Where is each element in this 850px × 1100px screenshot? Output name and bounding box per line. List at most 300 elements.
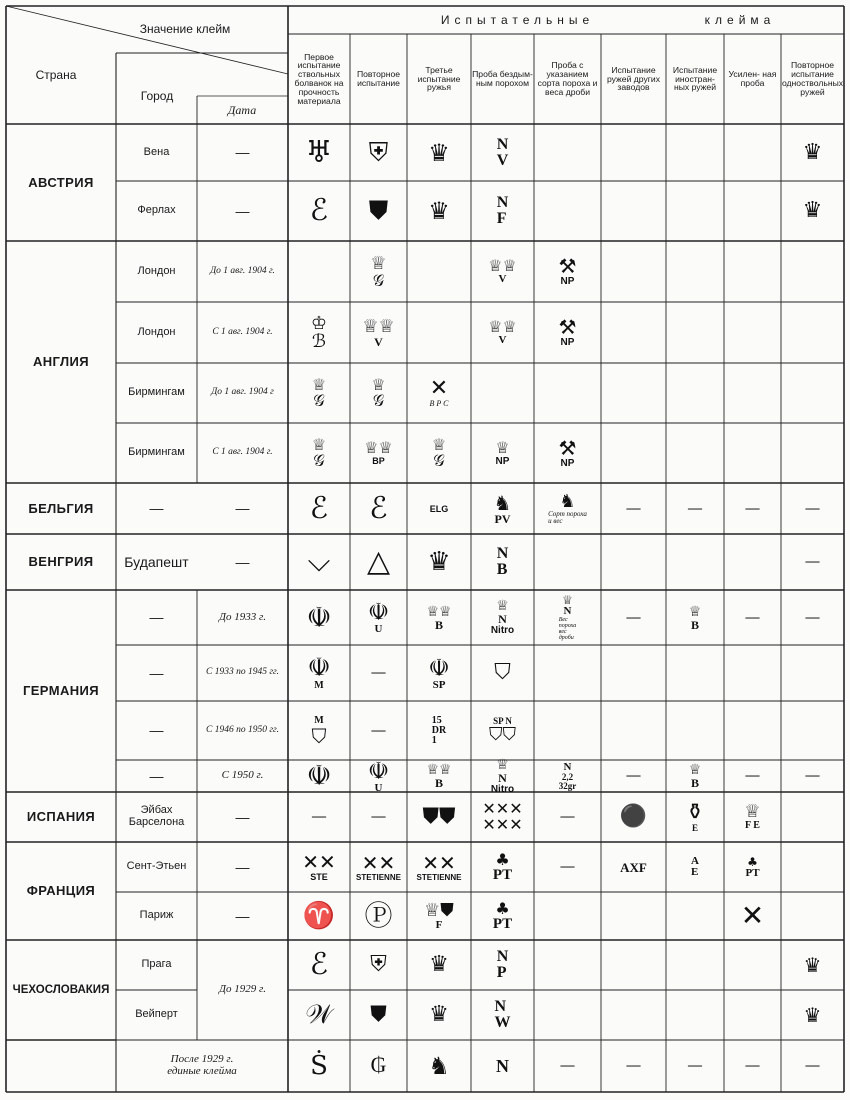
- mark-letter: BP: [372, 456, 385, 466]
- monogram-mark: [288, 483, 350, 534]
- date-cell: С 1950 г.: [221, 769, 264, 782]
- crown-mark: [471, 302, 534, 363]
- dash-mark: —: [745, 1058, 760, 1073]
- dash-mark: —: [688, 1058, 702, 1073]
- crossed-sceptres-mark: [407, 363, 471, 423]
- monogram-icon: 𝒢: [313, 451, 325, 470]
- monogram-icon: ℰ: [309, 947, 329, 982]
- crown-icon: ♕: [496, 598, 509, 614]
- crowned-eagle-icon: ♛: [802, 139, 823, 165]
- shield-icon: ⛉⛉: [489, 724, 516, 745]
- dash-mark: —: [805, 500, 820, 516]
- shield-mark: [471, 701, 534, 760]
- crown-mark: [666, 760, 724, 792]
- empty-mark-dash: [534, 1040, 601, 1092]
- crowned-eagle-icon: ♛: [428, 138, 450, 167]
- crowned-eagle-icon: ♛: [429, 952, 449, 977]
- crown-icon: ♔: [310, 312, 328, 334]
- mark-letter: STETIENNE: [416, 872, 462, 882]
- crossed-icon: ✕✕: [422, 850, 456, 875]
- crowned-eagle-icon: ♛: [803, 1003, 822, 1027]
- oval-letters: 15 DR 1: [431, 714, 447, 746]
- mark-letter: N: [496, 1056, 509, 1076]
- crown-mark: [407, 760, 471, 792]
- crossed-sceptres-icon: ✕: [429, 376, 449, 401]
- monogram-icon: ℰ: [369, 490, 388, 526]
- city-cell: —: [149, 722, 164, 739]
- header-country: Страна: [35, 67, 77, 82]
- eagle-icon: ☫: [306, 600, 332, 634]
- empty-mark-dash: [350, 645, 407, 701]
- crowned-eagle-icon: ♛: [802, 198, 823, 223]
- shield-mark: [288, 701, 350, 760]
- crown-mark: [471, 756, 534, 795]
- city-cell: Бирмингам: [128, 446, 185, 459]
- mark-letter: U: [374, 781, 383, 794]
- crossed-mark: [471, 792, 534, 842]
- column-header: Испытание иностран- ных ружей: [672, 64, 718, 93]
- column-header: Проба с указанием сорта пороха и веса дроби: [537, 60, 598, 97]
- empty-mark-dash: [781, 534, 844, 590]
- grenade-icon: ⚫: [619, 804, 648, 829]
- empty-mark-dash: [601, 590, 666, 645]
- oval-letters: A E: [691, 855, 699, 878]
- monogram-icon: 𝒢: [433, 451, 445, 470]
- empty-mark-dash: [666, 1040, 724, 1092]
- oval-mark: [666, 842, 724, 892]
- mark-letter: PT: [492, 866, 513, 883]
- crown-v-mark: [288, 534, 350, 590]
- crown-icon: ♕: [311, 375, 327, 394]
- monogram-icon: ℬ: [311, 330, 327, 352]
- empty-mark-dash: [666, 483, 724, 534]
- empty-mark-dash: [781, 1040, 844, 1092]
- triangle-mark: [350, 534, 407, 590]
- monogram-icon: ♅: [305, 134, 333, 170]
- eagle-mark: [781, 990, 844, 1040]
- oval-mark: [407, 701, 471, 760]
- crown-icon: ♕♕: [488, 256, 517, 275]
- crown-mark: [288, 302, 350, 363]
- arm-mark: [534, 423, 601, 483]
- dash-mark: —: [745, 500, 760, 516]
- empty-mark-dash: [534, 792, 601, 842]
- proof-mark: [471, 534, 534, 590]
- eagle-icon: ☫: [367, 598, 390, 626]
- oval-mark: [601, 842, 666, 892]
- dash-mark: —: [626, 1058, 641, 1073]
- city-cell: Будапешт: [124, 553, 189, 570]
- column-header: Повторное испытание: [356, 69, 401, 88]
- grenade-mark: [601, 792, 666, 842]
- shield-mark: [350, 124, 407, 181]
- city-cell: Эйбах Барселона: [128, 804, 185, 828]
- empty-mark-dash: [288, 792, 350, 842]
- mark-letter: B: [690, 617, 699, 632]
- column-header: Проба бездым- ным порохом: [472, 69, 533, 88]
- city-cell: Сент-Этьен: [126, 860, 187, 873]
- after-1929-label: После 1929 г. единые клейма: [167, 1053, 237, 1077]
- crown-mark: [724, 792, 781, 842]
- crossed-icon: ✕✕✕: [482, 815, 523, 834]
- country-name: БЕЛЬГИЯ: [28, 500, 94, 516]
- eagle-mark: [407, 124, 471, 181]
- shield-mark: [407, 792, 471, 842]
- dash-mark: —: [371, 722, 386, 738]
- mark-letter: N: [563, 605, 572, 617]
- mark-letter: F E: [745, 820, 760, 831]
- mark-letter: PT: [492, 915, 513, 932]
- eagle-mark: [288, 645, 350, 701]
- palm-mark: [471, 892, 534, 940]
- proof-letters: N V: [496, 135, 509, 169]
- crown-mark: [407, 590, 471, 645]
- empty-mark-dash: [601, 483, 666, 534]
- monogram-icon: ℰ: [309, 490, 329, 526]
- monogram-icon: 𝒢: [372, 391, 385, 410]
- mark-letter: V: [498, 273, 507, 285]
- crown-icon: ♕♕: [426, 762, 452, 778]
- lion-mark: [407, 1040, 471, 1092]
- empty-mark-dash: [781, 760, 844, 792]
- shield-mark: [350, 990, 407, 1040]
- city-cell: —: [149, 500, 164, 517]
- country-name: ГЕРМАНИЯ: [22, 683, 100, 699]
- crown-icon: ♕: [744, 801, 761, 822]
- dash-mark: —: [626, 768, 641, 783]
- date-cell: —: [235, 553, 250, 570]
- city-cell: —: [149, 767, 164, 784]
- header-date: Дата: [227, 102, 257, 117]
- mark-letter: 32gr: [558, 780, 577, 791]
- date-cell: До 1 авг. 1904 г: [211, 387, 274, 398]
- triangle-icon: △: [366, 544, 391, 579]
- crown-icon: ♕: [371, 375, 386, 394]
- lion-mark: [534, 483, 601, 534]
- mark-note: Сорт пороха и вес: [548, 509, 587, 525]
- shield-mark: [471, 1040, 534, 1092]
- dash-mark: —: [560, 809, 575, 824]
- dash-mark: —: [805, 609, 820, 625]
- city-cell: Лондон: [137, 325, 176, 338]
- crown-mark: [471, 590, 534, 645]
- crown-oval-mark: [407, 534, 471, 590]
- empty-mark-dash: [724, 483, 781, 534]
- shield-icon: ⛉: [494, 660, 511, 685]
- grenade-icon: ⚱: [685, 799, 705, 825]
- dash-mark: —: [745, 609, 760, 625]
- crossed-icon: ✕✕: [361, 850, 396, 875]
- city-cell: —: [149, 609, 164, 626]
- lion-icon: ♞: [428, 1052, 450, 1080]
- monogram-icon: ₲: [370, 1053, 387, 1078]
- dash-mark: —: [805, 554, 820, 569]
- eagle-mark: [407, 940, 471, 990]
- monogram-mark: [288, 124, 350, 181]
- date-cell: С 1946 по 1950 гг.: [206, 724, 279, 735]
- monogram-icon: ℰ: [309, 193, 329, 228]
- crowned-eagle-icon: ♛: [428, 197, 450, 225]
- shield-icon: ⛊⛊: [422, 804, 456, 829]
- empty-mark-dash: [601, 760, 666, 792]
- proof-mark: [471, 990, 534, 1040]
- mark-letter: B: [434, 617, 443, 632]
- city-cell: Ферлах: [137, 204, 176, 217]
- mark-letter: M: [314, 714, 324, 726]
- dash-mark: —: [560, 859, 575, 874]
- crown-mark: [350, 241, 407, 302]
- empty-mark-dash: [534, 842, 601, 892]
- crown-mark: [471, 423, 534, 483]
- shield-mark: [350, 940, 407, 990]
- dash-mark: —: [371, 809, 386, 824]
- crowned-eagle-icon: ♛: [429, 1002, 449, 1027]
- proof-letters: N F: [496, 194, 509, 227]
- eagle-mark: [288, 760, 350, 792]
- eagle-mark: [781, 181, 844, 241]
- monogram-mark: [350, 483, 407, 534]
- empty-mark-dash: [350, 792, 407, 842]
- eagle-mark: [407, 181, 471, 241]
- empty-mark-dash: [724, 760, 781, 792]
- empty-mark-dash: [724, 1040, 781, 1092]
- crown-mark: [666, 590, 724, 645]
- crown-icon: ♕: [688, 762, 702, 778]
- proof-mark: [471, 940, 534, 990]
- mark-letter: NP: [495, 455, 510, 467]
- crown-icon: ♕: [431, 435, 447, 454]
- grenade-mark: [666, 792, 724, 842]
- dash-mark: —: [312, 809, 326, 824]
- dash-mark: —: [626, 500, 641, 516]
- crossed-mark: [724, 842, 781, 892]
- dash-mark: —: [688, 500, 702, 516]
- empty-mark-dash: [350, 701, 407, 760]
- mark-letter: PV: [494, 511, 511, 526]
- oval-letters: AXF: [620, 859, 647, 875]
- shield-mark: [471, 645, 534, 701]
- dash-mark: —: [745, 768, 760, 783]
- crown-mark: [350, 302, 407, 363]
- date-cell: —: [235, 144, 250, 161]
- monogram-mark: [288, 940, 350, 990]
- mark-letter: 2,2: [561, 771, 574, 782]
- country-name: АВСТРИЯ: [28, 174, 94, 190]
- monogram-icon: 𝒢: [313, 391, 325, 410]
- mark-letter: SP N: [493, 716, 512, 726]
- dash-mark: —: [626, 609, 641, 625]
- crossed-icon: ✕✕: [302, 850, 336, 874]
- monogram-mark: [350, 1040, 407, 1092]
- lion-icon: ♞: [493, 490, 512, 515]
- city-cell: Прага: [141, 958, 172, 971]
- country-name: ИСПАНИЯ: [26, 809, 96, 825]
- proof-letters: N P: [496, 948, 509, 981]
- date-cell: С 1 авг. 1904 г.: [212, 326, 273, 337]
- crown-mark: [407, 423, 471, 483]
- crossed-icon: ✕✕✕: [482, 799, 523, 818]
- lion-icon: ♞: [559, 490, 576, 512]
- column-header: Третье испытание ружья: [417, 64, 461, 93]
- date-cell: С 1 авг. 1904 г.: [212, 447, 273, 458]
- shield-icon: ⛉: [311, 723, 327, 748]
- crown-icon: ♕: [495, 437, 510, 457]
- mark-letter: STE: [310, 872, 328, 882]
- dash-mark: —: [560, 1058, 575, 1073]
- mark-letter: U: [374, 623, 383, 635]
- proof-letters: N B: [496, 545, 509, 578]
- arm-mark: [534, 302, 601, 363]
- proof-letters: N W: [494, 998, 511, 1031]
- mark-letter: Nitro: [490, 783, 515, 795]
- date-cell: —: [235, 202, 250, 219]
- column-header: Усилен- ная проба: [728, 69, 777, 88]
- date-cell: —: [235, 500, 250, 517]
- crown-mark: [350, 423, 407, 483]
- city-cell: —: [149, 664, 164, 681]
- arm-sword-icon: ⚒: [558, 254, 577, 278]
- eagle-mark: [288, 590, 350, 645]
- arm-mark: [534, 241, 601, 302]
- monogram-icon: 𝒲: [305, 1000, 333, 1030]
- proof-mark: [471, 181, 534, 241]
- mark-letter: N: [498, 612, 507, 626]
- crown-icon: ♕: [311, 435, 327, 454]
- monogram-icon: Ṡ: [310, 1051, 328, 1081]
- eagle-mark: [781, 940, 844, 990]
- empty-mark-dash: [601, 1040, 666, 1092]
- column-header: Испытание ружей других заводов: [606, 64, 661, 93]
- crown-icon: ♕⛊: [424, 899, 454, 921]
- mark-letter: SP: [432, 678, 446, 691]
- crown-icon: ♕♕: [426, 603, 452, 620]
- crown-icon: ♕♕: [362, 315, 395, 337]
- palm-icon: ♣: [495, 849, 510, 869]
- empty-mark-dash: [781, 590, 844, 645]
- header-group-left: Испытательные: [440, 12, 595, 27]
- eagle-mark: [781, 124, 844, 181]
- crown-icon: ♛: [427, 547, 451, 577]
- oval-icon: Ⓟ: [364, 899, 393, 932]
- mark-letter: V: [374, 334, 383, 349]
- mark-letter: NP: [560, 276, 575, 287]
- crown-icon: ♕: [562, 593, 573, 607]
- header-city: Город: [140, 88, 174, 103]
- crowned-eagle-icon: ♛: [803, 953, 822, 977]
- eagle-mark: [407, 990, 471, 1040]
- shield-icon: ⛨: [370, 952, 387, 977]
- monogram-mark: [288, 181, 350, 241]
- mark-letter: B: [690, 776, 699, 790]
- palm-icon: ♣: [747, 854, 758, 869]
- shield-icon: ⛊: [368, 196, 389, 226]
- crossed-mark: [724, 892, 781, 940]
- shield-icon: ⛨: [368, 137, 389, 168]
- dash-mark: —: [805, 768, 820, 783]
- mark-letter: N: [563, 760, 572, 773]
- date-cell: До 1933 г.: [219, 610, 266, 623]
- eagle-mark: [407, 645, 471, 701]
- crossed-mark: [407, 842, 471, 892]
- mark-letter: V: [498, 334, 507, 346]
- city-cell: Вена: [143, 145, 170, 158]
- country-name: ЧЕХОСЛОВАКИЯ: [12, 983, 110, 996]
- column-header: Повторное испытание одноствольных ружей: [781, 60, 844, 97]
- weight-mark: [534, 760, 601, 792]
- country-name: АНГЛИЯ: [32, 354, 90, 370]
- arm-sword-icon: ⚒: [558, 315, 577, 339]
- crossed-icon: ✕: [740, 899, 765, 932]
- mark-letter: STETIENNE: [356, 872, 401, 882]
- oval-letters: ELG: [429, 503, 449, 514]
- proof-mark: [471, 124, 534, 181]
- header-group-right: клейма: [704, 12, 776, 27]
- monogram-mark: [288, 1040, 350, 1092]
- date-cell: С 1933 по 1945 гг.: [206, 667, 279, 678]
- mark-letter: M: [314, 680, 324, 691]
- eagle-icon: ☫: [306, 759, 332, 792]
- mark-letter: F: [435, 918, 443, 931]
- mark-letter: NP: [560, 337, 575, 348]
- crossed-mark: [288, 842, 350, 892]
- crossed-mark: [350, 842, 407, 892]
- shield-mark: [350, 181, 407, 241]
- crown-icon: ♕: [370, 252, 387, 274]
- city-cell: Бирмингам: [128, 386, 185, 399]
- date-cell: До 1 авг. 1904 г.: [210, 265, 275, 276]
- monogram-icon: 𝒢: [372, 270, 385, 290]
- mark-note: Вес пороха вес дроби: [558, 617, 577, 641]
- date-cell: —: [235, 858, 250, 875]
- country-name: ФРАНЦИЯ: [26, 883, 96, 899]
- mark-letter: NP: [560, 457, 575, 469]
- date-cell: До 1929 г.: [219, 983, 266, 996]
- crown-icon: ♕♕: [364, 438, 393, 457]
- mark-letter: PT: [745, 866, 760, 879]
- dash-mark: —: [371, 665, 386, 680]
- crown-mark: [534, 590, 601, 645]
- eagle-mark: [350, 590, 407, 645]
- city-cell: Лондон: [137, 264, 176, 277]
- eagle-mark: [350, 756, 407, 794]
- eagle-icon: ☫: [367, 756, 390, 785]
- crown-shield-mark: [407, 892, 471, 940]
- empty-mark-dash: [781, 483, 844, 534]
- crown-mark: [288, 423, 350, 483]
- date-cell: —: [235, 907, 250, 924]
- crown-icon: ♕♕: [488, 317, 517, 336]
- arm-sword-icon: ⚒: [558, 435, 577, 460]
- crown-icon: ♕: [688, 603, 702, 620]
- eagle-icon: ☫: [428, 653, 450, 682]
- shield-icon: ⛊: [370, 1002, 387, 1027]
- crown-icon: ♕: [496, 756, 509, 773]
- crown-mark: [350, 363, 407, 423]
- mark-letter: N: [498, 770, 507, 785]
- oval-mark: [350, 892, 407, 940]
- crown-mark: [288, 363, 350, 423]
- mark-letter: Nitro: [490, 625, 515, 636]
- city-cell: Париж: [139, 909, 174, 922]
- mark-letter: E: [691, 822, 698, 833]
- mark-letter: B: [434, 776, 443, 790]
- header-meaning: Значение клейм: [139, 21, 231, 36]
- monogram-mark: [288, 990, 350, 1040]
- date-cell: —: [235, 808, 250, 825]
- palm-mark: [471, 842, 534, 892]
- column-header: Первое испытание ствольных болванок на прочность материала: [294, 51, 344, 106]
- crown-v-icon: ⌵: [307, 544, 331, 579]
